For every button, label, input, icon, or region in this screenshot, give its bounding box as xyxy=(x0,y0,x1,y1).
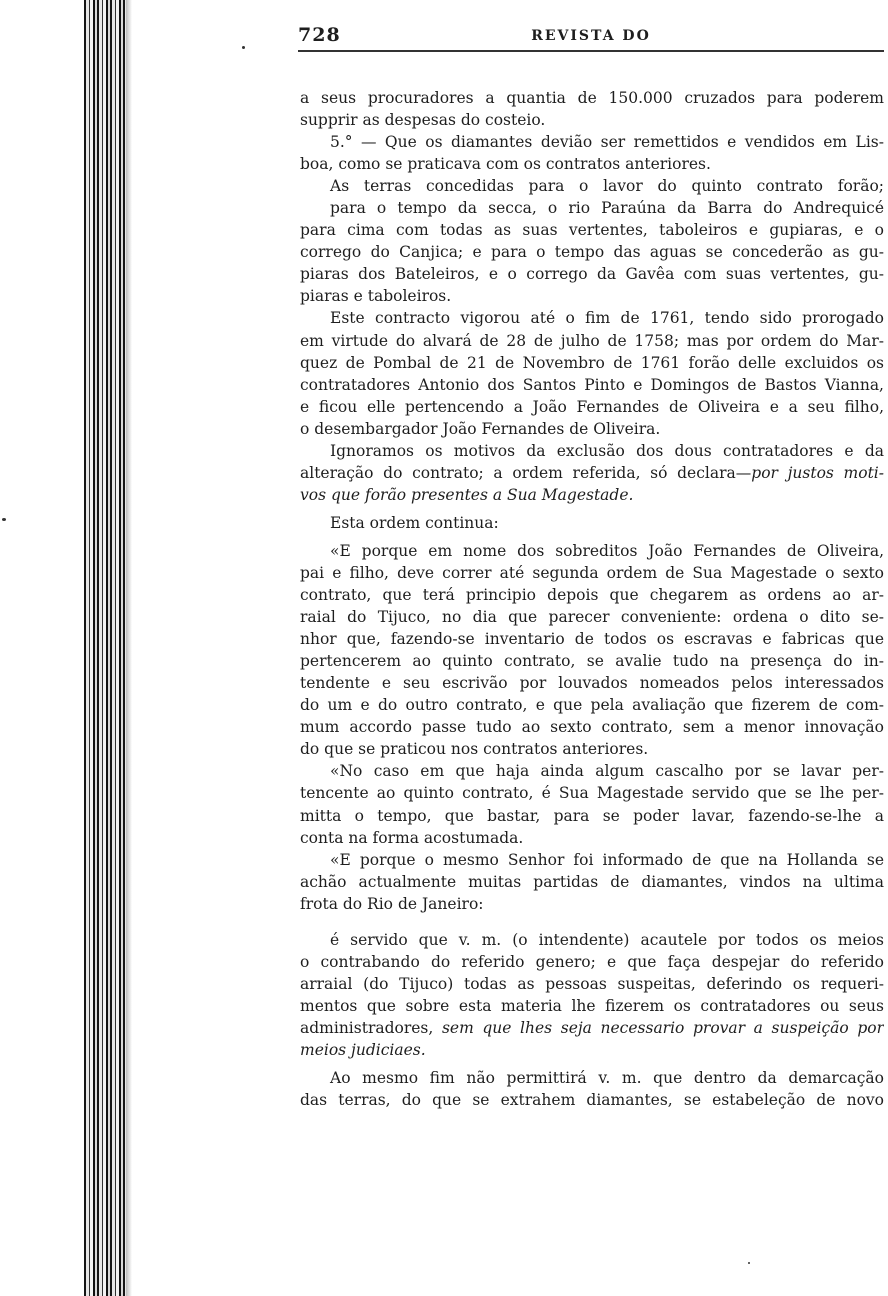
page-number: 728 xyxy=(298,24,341,46)
book-binding-edge xyxy=(84,0,126,1296)
text-line: para o tempo da secca, o rio Paraúna da Barra do Andrequicé xyxy=(330,199,884,218)
text-line: tencente ao quinto contrato, é Sua Magestade servido que se lhe per- xyxy=(300,784,884,803)
text-line: o contrabando do referido genero; e que faça despejar do referido xyxy=(300,952,884,971)
text-run: administradores, xyxy=(300,1018,434,1037)
text-line: Esta ordem continua: xyxy=(330,513,499,532)
text-line: corrego do Canjica; e para o tempo das aguas se concederão as gu- xyxy=(300,243,884,262)
text-line: conta na forma acostumada. xyxy=(300,828,524,847)
italic-run: vos que forão presentes a Sua Magestade. xyxy=(300,485,634,504)
text-line: das terras, do que se extrahem diamantes, se estabeleção de novo xyxy=(300,1091,884,1110)
text-line: boa, como se praticava com os contratos anteriores. xyxy=(300,155,711,174)
text-line xyxy=(300,484,884,506)
italic-run: meios judiciaes. xyxy=(300,1040,426,1059)
text-line: a seus procuradores a quantia de 150.000 cruzados para poderem xyxy=(300,89,884,107)
page-body xyxy=(300,87,884,1111)
text-line: frota do Rio de Janeiro: xyxy=(300,894,484,913)
text-line: raial do Tijuco, no dia que parecer conveniente: ordena o dito se- xyxy=(300,608,884,627)
text-line: em virtude do alvará de 28 de julho de 1758; mas por ordem do Mar- xyxy=(300,331,884,350)
page-header xyxy=(298,20,884,50)
text-line: pertencerem ao quinto contrato, se avalie tudo na presença do in- xyxy=(300,652,884,671)
text-line: nhor que, fazendo-se inventario de todos os escravas e fabricas que xyxy=(300,630,884,649)
header-rule xyxy=(298,50,884,55)
text-line: o desembargador João Fernandes de Oliveira. xyxy=(300,419,661,438)
running-head: REVISTA DO xyxy=(531,28,651,44)
text-line: piaras e taboleiros. xyxy=(300,287,452,306)
text-line: «No caso em que haja ainda algum cascalho por se lavar per- xyxy=(330,762,884,781)
text-line: piaras dos Bateleiros, e o corrego da Gavêa com suas vertentes, gu- xyxy=(300,265,884,284)
text-line: do um e do outro contrato, e que pela avaliação que fizerem de com- xyxy=(300,696,884,715)
text-line: mentos que sobre esta materia lhe fizerem os contratadores ou seus xyxy=(300,996,884,1015)
text-line-mixed xyxy=(300,1017,884,1039)
text-line: mum accordo passe tudo ao sexto contrato, sem a menor innovação xyxy=(300,718,884,737)
text-line: é servido que v. m. (o intendente) acautele por todos os meios xyxy=(330,930,884,949)
text-line: do que se praticou nos contratos anteriores. xyxy=(300,740,649,759)
text-line: Ignoramos os motivos da exclusão dos dous contratadores e da xyxy=(330,441,884,460)
text-line: arraial (do Tijuco) todas as pessoas suspeitas, deferindo os requeri- xyxy=(300,974,884,993)
text-line xyxy=(300,1039,884,1061)
text-line: para cima com todas as suas vertentes, taboleiros e gupiaras, e o xyxy=(300,221,884,240)
text-line: As terras concedidas para o lavor do quinto contrato forão; xyxy=(330,177,884,196)
text-line: contrato, que terá principio depois que chegarem as ordens ao ar- xyxy=(300,586,884,605)
text-line: contratadores Antonio dos Santos Pinto e Domingos de Bastos Vianna, xyxy=(300,375,884,394)
text-line: tendente e seu escrivão por louvados nomeados pelos interessados xyxy=(300,674,884,693)
text-line: «E porque o mesmo Senhor foi informado de que na Hollanda se xyxy=(330,850,884,869)
text-line: quez de Pombal de 21 de Novembro de 1761 forão delle excluidos os xyxy=(300,353,884,372)
text-line-mixed xyxy=(300,462,884,484)
text-line: mitta o tempo, que bastar, para se poder lavar, fazendo-se-lhe a xyxy=(300,806,884,825)
text-line: Ao mesmo fim não permittirá v. m. que dentro da demarcação xyxy=(330,1069,884,1088)
text-run: alteração do contrato; a ordem referida, só declara— xyxy=(300,463,752,482)
text-line: «E porque em nome dos sobreditos João Fernandes de Oliveira, xyxy=(330,541,884,560)
text-line: supprir as despesas do costeio. xyxy=(300,111,546,130)
text-line: pai e filho, deve correr até segunda ordem de Sua Magestade o sexto xyxy=(300,563,884,582)
italic-run: sem que lhes seja necessario provar a suspeição por xyxy=(441,1018,884,1037)
text-line: e ficou elle pertencendo a João Fernandes de Oliveira e a seu filho, xyxy=(300,397,884,416)
text-line: 5.° — Que os diamantes devião ser remettidos e vendidos em Lis- xyxy=(330,133,884,152)
binding-shadow xyxy=(126,0,132,1296)
italic-run: por justos moti- xyxy=(751,463,884,482)
text-line: achão actualmente muitas partidas de diamantes, vindos na ultima xyxy=(300,872,884,891)
text-line: Este contracto vigorou até o fim de 1761, tendo sido prorogado xyxy=(330,309,884,328)
